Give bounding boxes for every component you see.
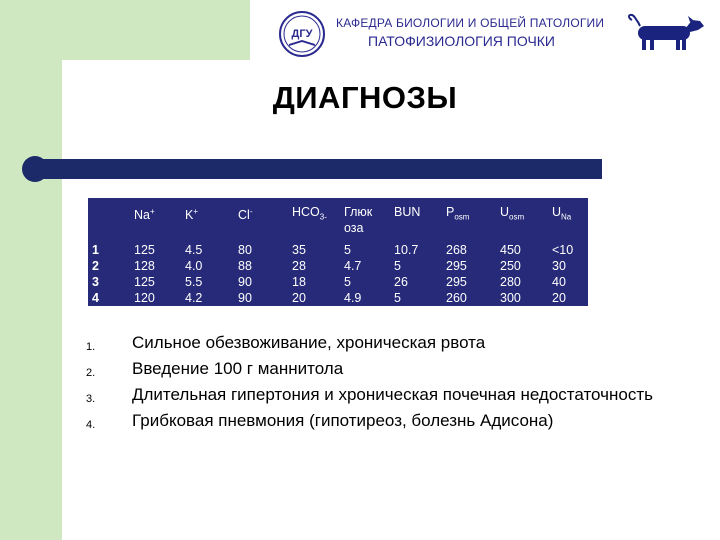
- table-cell: 90: [238, 275, 252, 289]
- table-cell: 4.2: [185, 291, 203, 305]
- table-cell: 120: [134, 291, 155, 305]
- table-cell: 300: [500, 291, 521, 305]
- table-cell: 295: [446, 275, 467, 289]
- table-cell: 90: [238, 291, 252, 305]
- list-item-text: Грибковая пневмония (гипотиреоз, болезнь Адисона): [132, 411, 554, 430]
- table-cell: 5.5: [185, 275, 203, 289]
- table-header-row: [88, 198, 588, 242]
- table-row: [88, 242, 588, 258]
- header-posm: $P_{osm}$: [446, 205, 470, 222]
- lab-values-table: [88, 198, 588, 306]
- row-label: 2: [92, 259, 99, 273]
- table-cell: 125: [134, 275, 155, 289]
- header-uosm: $U_{osm}$: [500, 205, 525, 222]
- logo-text: ДГУ: [291, 28, 313, 40]
- table-cell: 18: [292, 275, 306, 289]
- table-cell: 125: [134, 243, 155, 257]
- table-cell: 5: [394, 259, 401, 273]
- table-row: [88, 290, 588, 306]
- list-item-text: Длительная гипертония и хроническая почечная недостаточность: [132, 385, 653, 404]
- table-cell: 4.0: [185, 259, 203, 273]
- header-na: Na+: [134, 207, 155, 223]
- table-cell: 450: [500, 243, 521, 257]
- table-cell: 295: [446, 259, 467, 273]
- table-cell: 4.5: [185, 243, 203, 257]
- table-cell: 4.7: [344, 259, 362, 273]
- table-cell: 280: [500, 275, 521, 289]
- list-item-text: Введение 100 г маннитола: [132, 359, 344, 378]
- list-item-number: 4.: [86, 419, 96, 431]
- table-cell: 20: [292, 291, 306, 305]
- table-cell: 250: [500, 259, 521, 273]
- table-cell: 26: [394, 275, 408, 289]
- table-row: [88, 258, 588, 274]
- header-cl: Cl-: [238, 207, 253, 223]
- header-k: K+: [185, 207, 199, 223]
- department-name: КАФЕДРА БИОЛОГИИ И ОБЩЕЙ ПАТОЛОГИИ: [336, 16, 605, 30]
- table-cell: 128: [134, 259, 155, 273]
- subject-name: ПАТОФИЗИОЛОГИЯ ПОЧКИ: [368, 33, 555, 49]
- divider-bar: [22, 156, 602, 182]
- list-item-text: Сильное обезвоживание, хроническая рвота: [132, 333, 486, 352]
- header-glucose: Глюк оза: [344, 205, 373, 235]
- header-bun: BUN: [394, 205, 421, 219]
- header-una: $U_{Na}$: [552, 205, 572, 222]
- table-cell: 20: [552, 291, 566, 305]
- table-cell: <10: [552, 243, 574, 257]
- table-cell: 40: [552, 275, 566, 289]
- list-item-number: 1.: [86, 341, 96, 353]
- table-cell: 268: [446, 243, 467, 257]
- dachshund-icon: [626, 12, 708, 56]
- table-cell: 80: [238, 243, 252, 257]
- row-label: 3: [92, 275, 99, 289]
- list-item-number: 3.: [86, 393, 96, 405]
- table-cell: 5: [344, 243, 351, 257]
- table-cell: 4.9: [344, 291, 362, 305]
- list-item: [86, 358, 666, 380]
- list-item: [86, 332, 666, 354]
- table-cell: 88: [238, 259, 252, 273]
- table-cell: 28: [292, 259, 306, 273]
- top-green-band: [0, 0, 250, 60]
- table-cell: 260: [446, 291, 467, 305]
- table-cell: 5: [344, 275, 351, 289]
- row-label: 1: [92, 243, 99, 257]
- table-cell: 30: [552, 259, 566, 273]
- list-item: [86, 384, 666, 406]
- list-item: [86, 410, 666, 432]
- table-row: [88, 274, 588, 290]
- table-cell: 5: [394, 291, 401, 305]
- university-logo-icon: [278, 10, 326, 58]
- table-cell: 35: [292, 243, 306, 257]
- diagnoses-list: [86, 332, 666, 436]
- header-hco3: $HCO_{3-}$: [292, 205, 327, 222]
- page-title: ДИАГНОЗЫ: [272, 80, 458, 115]
- list-item-number: 2.: [86, 367, 96, 379]
- table-cell: 10.7: [394, 243, 419, 257]
- row-label: 4: [92, 291, 99, 305]
